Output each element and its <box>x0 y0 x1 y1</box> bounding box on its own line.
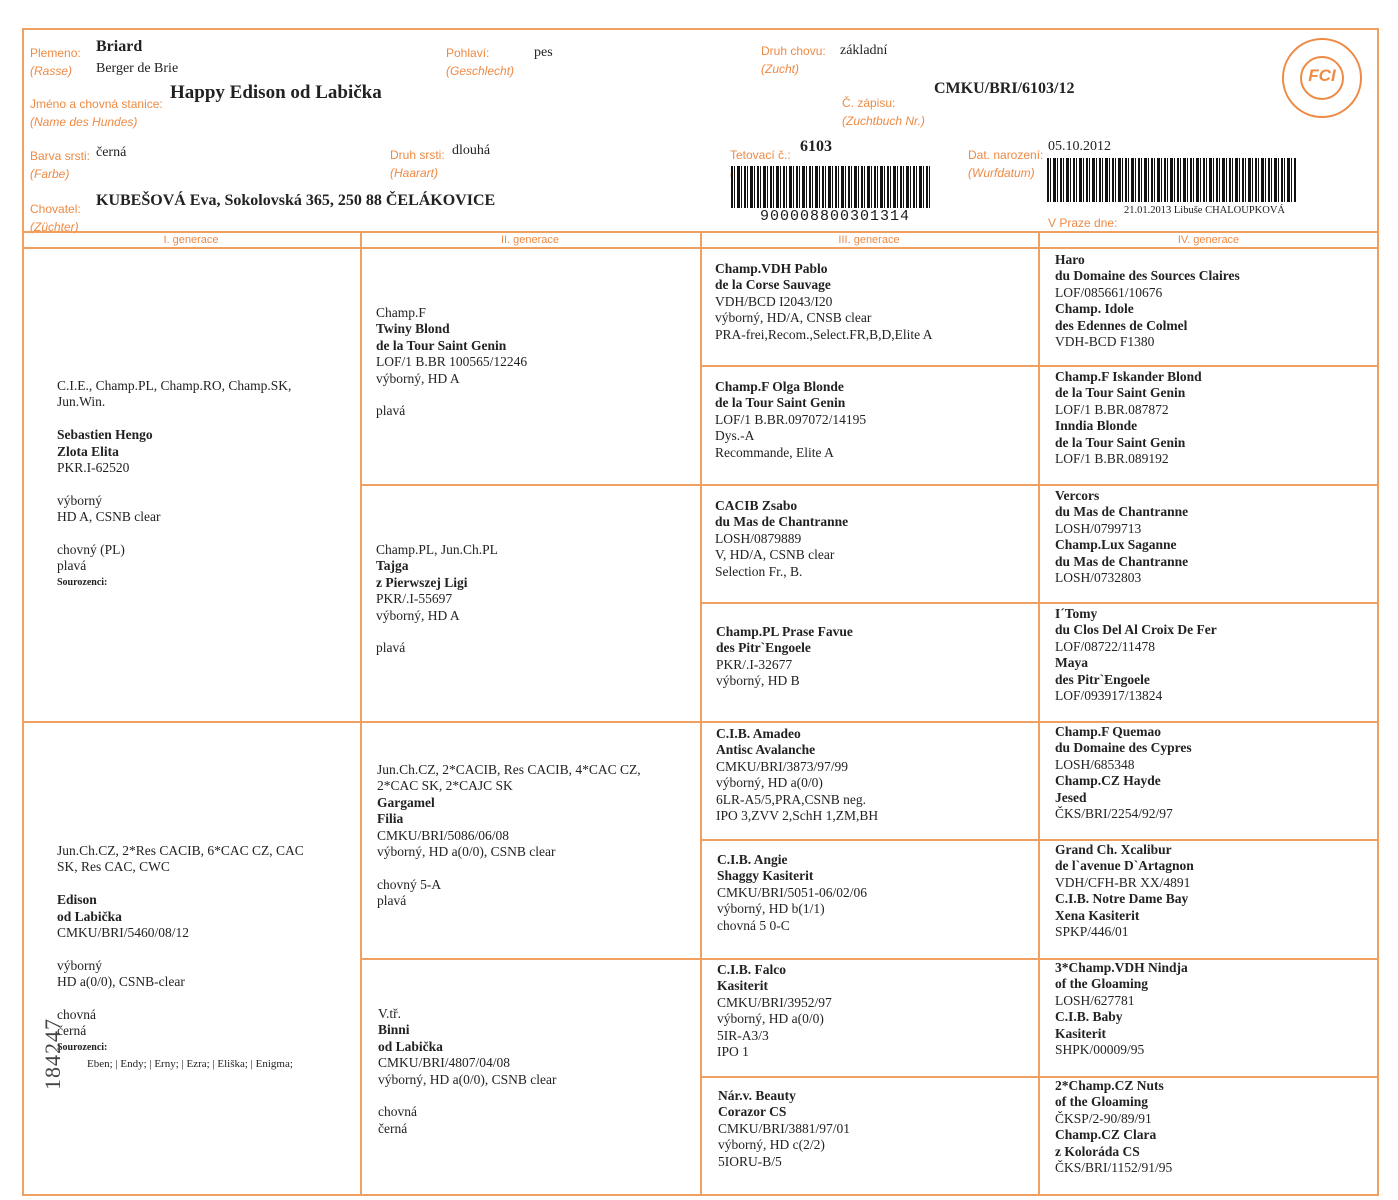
gen4-line: de l`avenue D`Artagnon <box>1055 858 1194 874</box>
breeding-type-value: základní <box>840 43 888 58</box>
breeding-type-label: Druh chovu: (Zucht) <box>761 44 826 76</box>
gen4-line: Champ.F Quemao <box>1055 724 1162 739</box>
gen4-line: of the Gloaming <box>1055 1094 1148 1110</box>
gen4-line: des Edennes de Colmel <box>1055 317 1188 333</box>
gen4-line: LOF/1 B.BR.089192 <box>1055 451 1169 467</box>
gen3-cell-2: Champ.F Olga Blonde de la Tour Saint Genin LOF/1 B.BR.097072/14195 Dys.-A Recommande, Elite A <box>715 379 867 460</box>
gen4-line: LOSH/685348 <box>1055 756 1135 772</box>
gen4-line: du Mas de Chantranne <box>1055 504 1189 520</box>
gen4-line: LOF/08722/11478 <box>1055 638 1156 654</box>
gen3-cell-3: CACIB Zsabo du Mas de Chantranne LOSH/0879889 V, HD/A, CSNB clear Selection Fr., B. <box>715 498 849 579</box>
gen4-cell-7 <box>1055 960 1188 1058</box>
gen4-line: VDH-BCD F1380 <box>1055 334 1155 350</box>
gen4-line: Grand Ch. Xcalibur <box>1055 842 1172 857</box>
gen-header-2: II. generace <box>500 234 560 246</box>
gen4-cell-6 <box>1055 842 1194 940</box>
gen4-line: 2*Champ.CZ Nuts <box>1055 1078 1164 1093</box>
gen4-line: du Clos Del Al Croix De Fer <box>1055 622 1217 638</box>
gen4-line: du Mas de Chantranne <box>1055 553 1189 569</box>
gen3-cell-8: Nár.v. Beauty Corazor CS CMKU/BRI/3881/97/01 výborný, HD c(2/2) 5IORU-B/5 <box>718 1088 851 1169</box>
gen4-line: I´Tomy <box>1055 606 1098 621</box>
sex-label: Pohlaví: (Geschlecht) <box>446 46 515 78</box>
gen4-line: Haro <box>1055 252 1085 267</box>
place-label: V Praze dne: <box>1048 216 1118 230</box>
coat-value: dlouhá <box>452 143 491 158</box>
color-value: černá <box>96 145 127 160</box>
stamp-number: 184247 <box>40 1018 65 1090</box>
grid-line <box>700 1076 1379 1078</box>
gen4-line: 3*Champ.VDH Nindja <box>1055 960 1188 975</box>
gen4-line: of the Gloaming <box>1055 976 1148 992</box>
gen4-cell-5 <box>1055 724 1192 822</box>
breeder-label: Chovatel: (Züchter) <box>30 202 81 234</box>
gen4-line: VDH/CFH-BR XX/4891 <box>1055 874 1191 890</box>
gen-header-4: IV. generace <box>1177 234 1240 246</box>
gen4-cell-4 <box>1055 606 1217 704</box>
fci-logo: FCI <box>1282 38 1362 118</box>
sex-value: pes <box>534 45 553 60</box>
gen4-line: LOSH/0799713 <box>1055 520 1142 536</box>
grid-line <box>360 231 362 1196</box>
gen4-line: SPKP/446/01 <box>1055 924 1129 940</box>
gen1-dam: Jun.Ch.CZ, 2*Res CACIB, 6*CAC CZ, CAC SK, Res CAC, CWC Edison od Labička CMKU/BRI/5460/08/12 výborný HD a(0/0), CSNB-clear chovná černá Sourozenci: Eben; | Endy; | Erny; | Ezra; | Eliška; | Enigma; <box>57 843 304 1071</box>
grid-line <box>700 839 1379 841</box>
gen4-line: du Domaine des Sources Claires <box>1055 268 1240 284</box>
gen2-cell-2: Champ.PL, Jun.Ch.PL Tajga z Pierwszej Ligi PKR/.I-55697 výborný, HD A plavá <box>376 542 498 656</box>
gen4-line: LOSH/627781 <box>1055 992 1135 1008</box>
gen4-line: LOF/093917/13824 <box>1055 688 1163 704</box>
grid-line <box>360 484 1379 486</box>
issue-signature: 21.01.2013 Libuše CHALOUPKOVÁ <box>1124 205 1285 216</box>
gen1-sire: C.I.E., Champ.PL, Champ.RO, Champ.SK, Jun.Win. Sebastien Hengo Zlota Elita PKR.I-62520 výborný HD A, CSNB clear chovný (PL) plavá Sourozenci: <box>57 378 292 588</box>
gen4-line: LOF/1 B.BR.087872 <box>1055 401 1169 417</box>
gen4-line: Champ.CZ Clara <box>1055 1127 1157 1143</box>
gen4-line: Jesed <box>1055 789 1087 805</box>
chip-barcode <box>731 166 931 208</box>
coat-label: Druh srsti: (Haarart) <box>390 148 445 180</box>
gen3-cell-6: C.I.B. Angie Shaggy Kasiterit CMKU/BRI/5051-06/02/06 výborný, HD b(1/1) chovná 5 0-C <box>717 852 868 933</box>
grid-line <box>360 958 1379 960</box>
grid-line <box>1038 231 1040 1196</box>
gen4-line: LOF/085661/10676 <box>1055 284 1163 300</box>
gen4-cell-3 <box>1055 488 1188 586</box>
gen4-line: Inndia Blonde <box>1055 418 1138 434</box>
color-label: Barva srsti: (Farbe) <box>30 149 91 181</box>
reg-label: Č. zápisu: (Zuchtbuch Nr.) <box>842 96 925 128</box>
dob-barcode <box>1047 158 1297 202</box>
gen3-cell-5: C.I.B. Amadeo Antisc Avalanche CMKU/BRI/3873/97/99 výborný, HD a(0/0) 6LR-A5/5,PRA,CSNB neg. IPO 3,ZVV 2,SchH 1,ZM,BH <box>716 726 879 824</box>
gen4-line: Champ.F Iskander Blond <box>1055 369 1202 384</box>
gen4-line: ČKS/BRI/2254/92/97 <box>1055 806 1173 822</box>
breeder-value: KUBEŠOVÁ Eva, Sokolovská 365, 250 88 ČELÁKOVICE <box>96 192 496 209</box>
gen4-cell-1 <box>1055 252 1240 350</box>
grid-line <box>700 602 1379 604</box>
gen4-line: C.I.B. Notre Dame Bay <box>1055 891 1189 907</box>
gen4-cell-2 <box>1055 369 1202 467</box>
breed-value: Briard <box>96 38 143 55</box>
tattoo-label: Tetovací č.: <box>730 148 791 162</box>
dog-name: Happy Edison od Labička <box>170 82 382 103</box>
gen4-line: Maya <box>1055 655 1088 671</box>
tattoo-value: 6103 <box>800 138 832 155</box>
gen4-line: Vercors <box>1055 488 1100 503</box>
gen4-line: Champ. Idole <box>1055 301 1134 317</box>
grid-line <box>700 365 1379 367</box>
gen-header-1: I. generace <box>163 234 219 246</box>
dob-value: 05.10.2012 <box>1048 139 1111 154</box>
gen2-cell-4: V.tř. Binni od Labička CMKU/BRI/4807/04/08 výborný, HD a(0/0), CSNB clear chovná černá <box>378 1006 557 1136</box>
gen4-line: Champ.Lux Saganne <box>1055 537 1177 553</box>
gen4-line: SHPK/00009/95 <box>1055 1042 1145 1058</box>
name-label: Jméno a chovná stanice: (Name des Hundes) <box>30 97 163 129</box>
gen4-line: ČKS/BRI/1152/91/95 <box>1055 1160 1173 1176</box>
gen4-line: Kasiterit <box>1055 1025 1106 1041</box>
dob-label: Dat. narození: (Wurfdatum) <box>968 148 1044 180</box>
gen4-line: Xena Kasiterit <box>1055 907 1140 923</box>
gen3-cell-1: Champ.VDH Pablo de la Corse Sauvage VDH/BCD I2043/I20 výborný, HD/A, CNSB clear PRA-frei,Recom.,Select.FR,B,D,Elite A <box>715 261 933 342</box>
gen-header-3: III. generace <box>838 234 900 246</box>
gen4-line: ČKSP/2-90/89/91 <box>1055 1110 1152 1126</box>
chip-number: 900008800301314 <box>760 208 911 225</box>
gen4-line: des Pitr`Engoele <box>1055 671 1150 687</box>
gen4-line: C.I.B. Baby <box>1055 1009 1123 1025</box>
breed-fr-value: Berger de Brie <box>96 61 179 76</box>
gen3-cell-7: C.I.B. Falco Kasiterit CMKU/BRI/3952/97 výborný, HD a(0/0) 5IR-A3/3 IPO 1 <box>717 962 832 1060</box>
gen3-cell-4: Champ.PL Prase Favue des Pitr`Engoele PKR/.I-32677 výborný, HD B <box>716 624 853 689</box>
gen4-line: z Koloráda CS <box>1055 1143 1140 1159</box>
gen4-line: de la Tour Saint Genin <box>1055 385 1186 401</box>
gen4-cell-8 <box>1055 1078 1172 1176</box>
gen2-cell-1: Champ.F Twiny Blond de la Tour Saint Genin LOF/1 B.BR 100565/12246 výborný, HD A plavá <box>376 305 528 419</box>
gen2-cell-3: Jun.Ch.CZ, 2*CACIB, Res CACIB, 4*CAC CZ, 2*CAC SK, 2*CAJC SK Gargamel Filia CMKU/BRI/5086/06/08 výborný, HD a(0/0), CSNB clear chovný 5-A plavá <box>377 762 641 909</box>
gen4-line: LOSH/0732803 <box>1055 570 1142 586</box>
gen4-line: Champ.CZ Hayde <box>1055 773 1161 789</box>
gen4-line: du Domaine des Cypres <box>1055 740 1192 756</box>
grid-line <box>22 721 1379 723</box>
gen4-line: de la Tour Saint Genin <box>1055 434 1186 450</box>
breed-label: Plemeno: (Rasse) <box>30 46 81 78</box>
reg-number: CMKU/BRI/6103/12 <box>934 80 1075 97</box>
grid-line <box>700 231 702 1196</box>
